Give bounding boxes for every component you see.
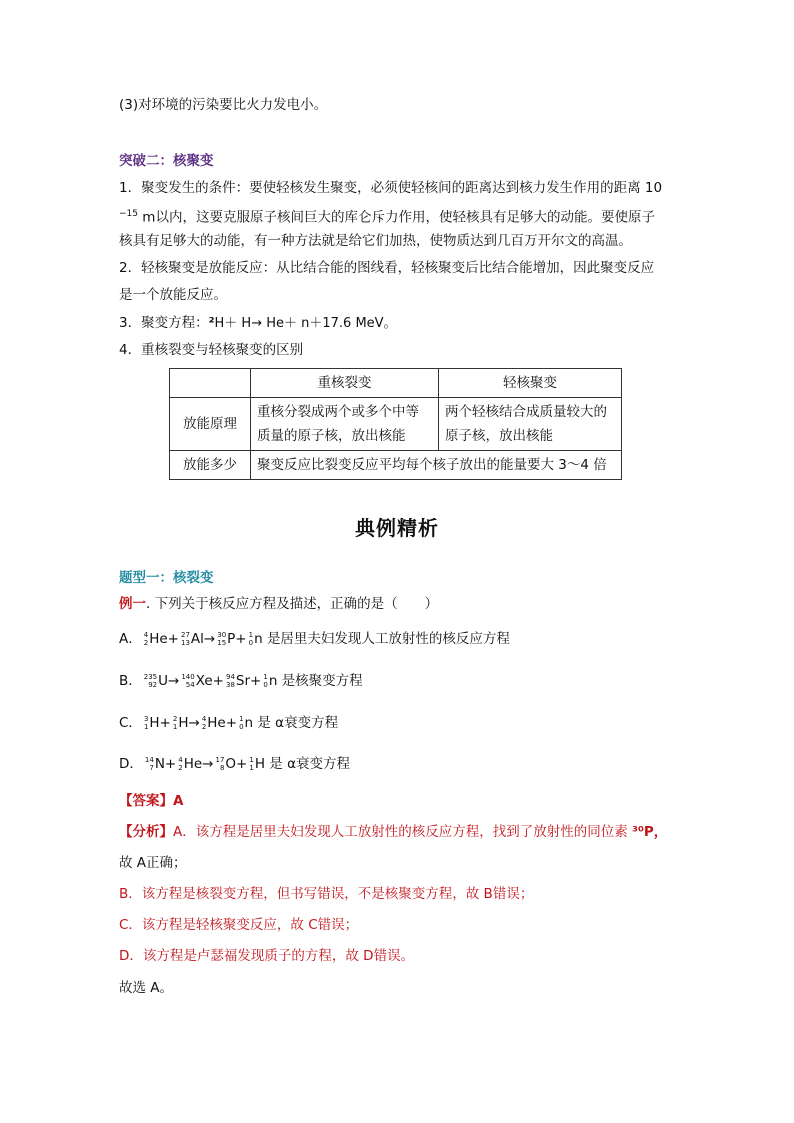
fission-fusion-table — [169, 368, 622, 480]
table-header-fusion: 轻核聚变 — [439, 369, 622, 398]
analysis-line-b: B．该方程是核裂变方程，但书写错误，不是核聚变方程，故 B错误； — [119, 886, 534, 902]
table-row — [170, 451, 622, 480]
comparison-title: 4．重核裂变与轻核聚变的区别 — [119, 342, 304, 358]
table-header-fission: 重核裂变 — [251, 369, 439, 398]
analysis-line-c: C．该方程是轻核聚变反应，故 C错误； — [119, 917, 359, 933]
cell-fission-principle: 重核分裂成两个或多个中等 质量的原子核，放出核能 — [251, 398, 439, 451]
fusion-condition-line3: 核具有足够大的动能，有一种方法就是给它们加热，使物质达到几百万开尔文的高温。 — [119, 233, 632, 249]
answer-line: 【答案】A — [119, 793, 184, 809]
cell-fusion-principle: 两个轻核结合成质量较大的 原子核，放出核能 — [439, 398, 622, 451]
intro-line: (3)对环境的污染要比火力发电小。 — [119, 97, 328, 113]
section-heading-fusion: 突破二：核聚变 — [119, 153, 214, 169]
fusion-condition-line1: 1．聚变发生的条件：要使轻核发生聚变，必须使轻核间的距离达到核力发生作用的距离 10 — [119, 180, 663, 196]
question-type-heading: 题型一：核裂变 — [119, 570, 214, 586]
analysis-line-d: D．该方程是卢瑟福发现质子的方程，故 D错误。 — [119, 948, 415, 964]
cell-energy-amount: 聚变反应比裂变反应平均每个核子放出的能量要大 3～4 倍 — [251, 451, 622, 480]
table-header-row — [170, 369, 622, 398]
row-label-principle: 放能原理 — [170, 398, 251, 451]
analysis-line-a2: 故 A正确； — [119, 855, 187, 871]
example-question: 例一. 下列关于核反应方程及描述，正确的是（ ） — [119, 596, 439, 612]
option-b: B． 235 92 U→ 140 54 Xe+ 94 38 Sr+ 1 0 n 是核聚变方程 — [119, 673, 363, 689]
analysis-line-a: 【分析】A．该方程是居里夫妇发现人工放射性的核反应方程，找到了放射性的同位素 ³⁰P， — [119, 824, 668, 840]
fusion-energy-line1: 2．轻核聚变是放能反应：从比结合能的图线看，轻核聚变后比结合能增加，因此聚变反应 — [119, 260, 655, 276]
conclusion-line: 故选 A。 — [119, 980, 174, 996]
option-c: C． 3 1 H+ 2 1 H→ 4 2 He+ 1 0 n 是 α衰变方程 — [119, 715, 339, 731]
table-row — [170, 398, 622, 451]
table-header-empty — [170, 369, 251, 398]
option-a: A． 4 2 He+ 27 13 Al→ 30 15 P+ 1 0 n 是居里夫妇发现人工放射性的核反应方程 — [119, 631, 510, 647]
fusion-equation: 3．聚变方程：²H＋ H→ He＋ n＋17.6 MeV。 — [119, 315, 397, 331]
option-d: D． 14 7 N+ 4 2 He→ 17 8 O+ 1 1 H 是 α衰变方程 — [119, 756, 350, 772]
fusion-condition-line2: $^{-15}$ m以内，这要克服原子核间巨大的库仑斥力作用，使轻核具有足够大的动能。要使原子 — [119, 209, 655, 226]
page-title: 典例精析 — [355, 516, 439, 540]
fusion-energy-line2: 是一个放能反应。 — [119, 287, 227, 303]
row-label-amount: 放能多少 — [170, 451, 251, 480]
